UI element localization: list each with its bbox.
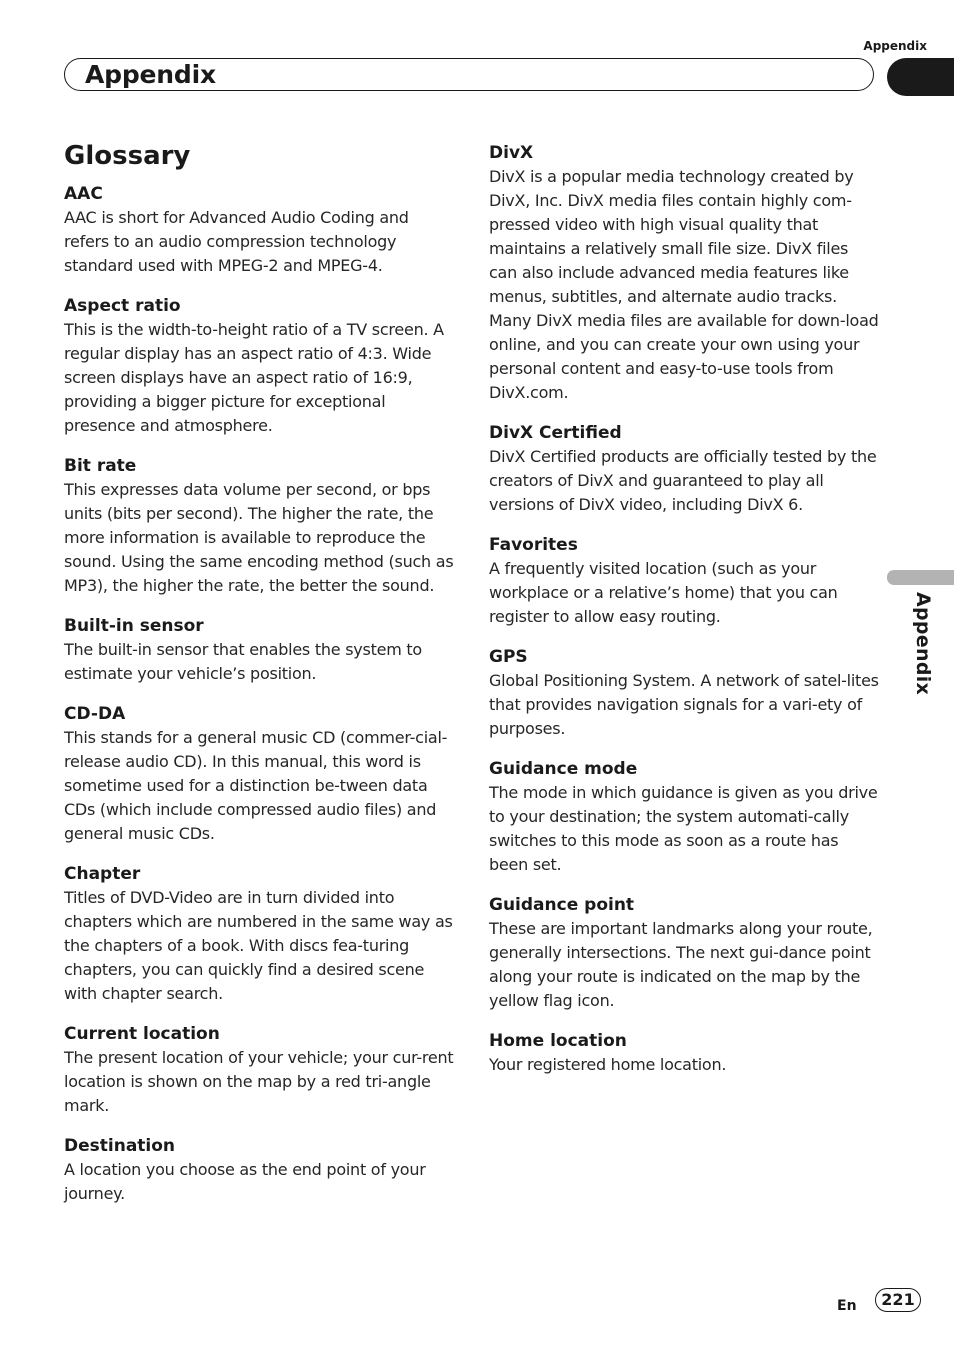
glossary-entry: [64, 862, 454, 1006]
glossary-definition: AAC is short for Advanced Audio Coding and refers to an audio compression technology standard used with MPEG-2 and MPEG-4.: [64, 208, 409, 275]
language-code: En: [837, 1298, 857, 1314]
glossary-entry: [489, 533, 879, 629]
glossary-term: DivX Certified: [489, 423, 622, 443]
glossary-entry: [489, 421, 879, 517]
glossary-entry: [489, 893, 879, 1013]
glossary-entry: [489, 645, 879, 741]
glossary-definition: This is the width-to-height ratio of a TV screen. A regular display has an aspect ratio of 4:3. Wide screen displays have an aspect ratio of 16:9, providing a bigger picture for exceptional presence and atmosphere.: [64, 320, 444, 435]
page-title: Glossary: [64, 141, 191, 171]
glossary-entry: [64, 702, 454, 846]
glossary-definition: Global Positioning System. A network of satel-lites that provides navigation signals for a vari-ety of purposes.: [489, 671, 879, 738]
glossary-term: CD-DA: [64, 704, 126, 724]
glossary-entry: [64, 614, 454, 686]
glossary-entry: [64, 182, 454, 278]
glossary-term: DivX: [489, 143, 534, 163]
glossary-definition: DivX Certified products are officially tested by the creators of DivX and guaranteed to play all versions of DivX video, including DivX 6.: [489, 447, 877, 514]
glossary-definition: This expresses data volume per second, or bps units (bits per second). The higher the rate, the more information is available to reproduce the sound. Using the same encoding method (such as MP3), the higher the rate, the better the sound.: [64, 480, 454, 595]
glossary-left-column: [64, 182, 454, 1222]
side-tab-marker: [887, 570, 954, 585]
glossary-entry: [489, 1029, 879, 1077]
glossary-entry: [64, 1022, 454, 1118]
glossary-right-column: [489, 141, 879, 1093]
running-head: Appendix: [863, 39, 927, 53]
glossary-term: Current location: [64, 1024, 220, 1044]
glossary-entry: [64, 294, 454, 438]
glossary-entry: [489, 757, 879, 877]
glossary-term: Chapter: [64, 864, 141, 884]
glossary-definition: Your registered home location.: [489, 1055, 727, 1074]
glossary-entry: [64, 1134, 454, 1206]
glossary-definition: The present location of your vehicle; your cur-rent location is shown on the map by a red tri-angle mark.: [64, 1048, 454, 1115]
glossary-term: GPS: [489, 647, 528, 667]
glossary-term: Bit rate: [64, 456, 137, 476]
glossary-term: AAC: [64, 184, 103, 204]
glossary-definition: The built-in sensor that enables the system to estimate your vehicle’s position.: [64, 640, 422, 683]
glossary-term: Built-in sensor: [64, 616, 204, 636]
section-header-bar: [64, 58, 874, 91]
section-title: Appendix: [85, 60, 216, 89]
glossary-term: Aspect ratio: [64, 296, 181, 316]
glossary-term: Favorites: [489, 535, 578, 555]
glossary-definition: Titles of DVD-Video are in turn divided into chapters which are numbered in the same way as the chapters of a book. With discs fea-turing chapters, you can quickly find a desired scene with chapter search.: [64, 888, 453, 1003]
page-number: 221: [875, 1288, 921, 1312]
side-tab-label: Appendix: [912, 592, 934, 696]
glossary-term: Home location: [489, 1031, 627, 1051]
glossary-definition: A location you choose as the end point of your journey.: [64, 1160, 426, 1203]
glossary-definition: DivX is a popular media technology created by DivX, Inc. DivX media files contain highly com-pressed video with high visual quality that maintains a relatively small file size. DivX files can also include advanced media features like menus, subtitles, and alternate audio tracks. Many DivX media files are available for down-load online, and you can create your own using your personal content and easy-to-use tools from DivX.com.: [489, 167, 879, 402]
glossary-term: Guidance point: [489, 895, 635, 915]
section-tab-marker: [887, 58, 954, 96]
glossary-definition: A frequently visited location (such as your workplace or a relative’s home) that you can register to allow easy routing.: [489, 559, 838, 626]
glossary-definition: The mode in which guidance is given as you drive to your destination; the system automati-cally switches to this mode as soon as a route has been set.: [489, 783, 878, 874]
glossary-entry: [489, 141, 879, 405]
glossary-term: Destination: [64, 1136, 176, 1156]
glossary-entry: [64, 454, 454, 598]
glossary-term: Guidance mode: [489, 759, 638, 779]
glossary-definition: This stands for a general music CD (commer-cial-release audio CD). In this manual, this word is sometime used for a distinction be-tween data CDs (which include compressed audio files) and general music CDs.: [64, 728, 448, 843]
glossary-definition: These are important landmarks along your route, generally intersections. The next gui-dance point along your route is indicated on the map by the yellow flag icon.: [489, 919, 873, 1010]
